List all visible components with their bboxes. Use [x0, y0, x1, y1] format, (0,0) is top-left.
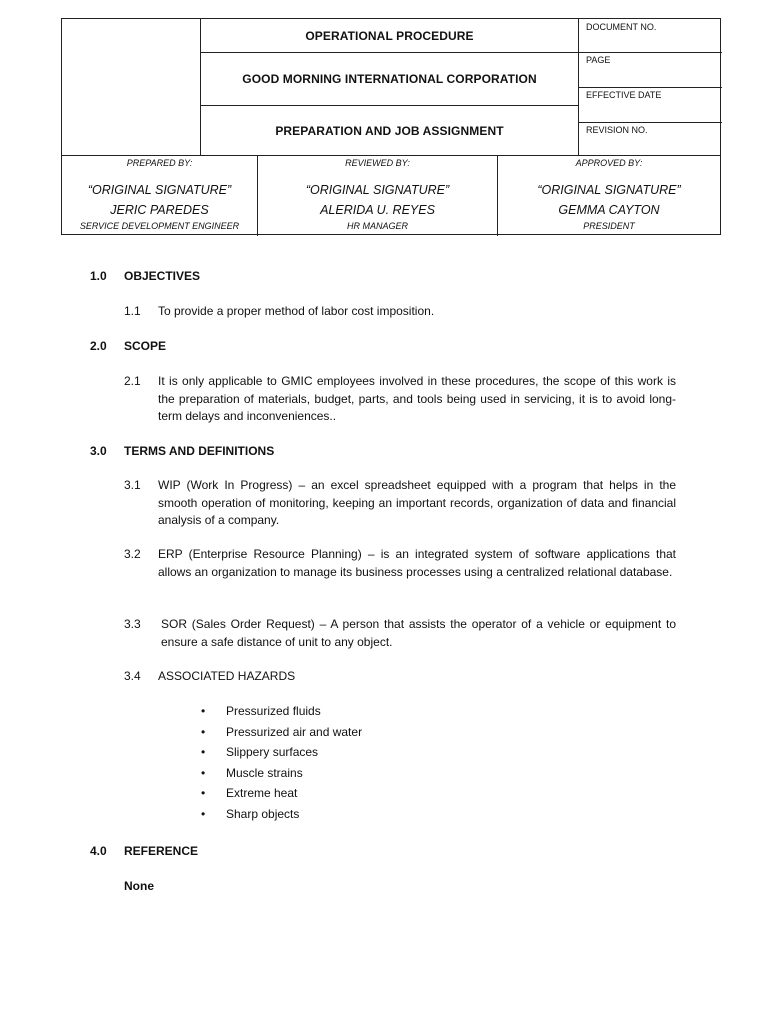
section-number: 3.0 [90, 444, 107, 458]
effective-date-label: EFFECTIVE DATE [586, 90, 662, 100]
item-text-hazards-heading: ASSOCIATED HAZARDS [158, 669, 296, 683]
reference-value: None [124, 879, 154, 893]
bullet-icon: • [201, 745, 206, 759]
hazard-item: Pressurized fluids [226, 704, 321, 718]
prepared-by-name: JERIC PAREDES [110, 203, 209, 217]
approved-by-name: GEMMA CAYTON [558, 203, 660, 217]
item-number: 1.1 [124, 304, 141, 318]
item-text: SOR (Sales Order Request) – A person that assists the operator of a vehicle or equipment to ensure a safe distance of unit to any object. [161, 617, 676, 649]
revision-no-label: REVISION NO. [586, 125, 648, 135]
section-title-reference: REFERENCE [124, 844, 199, 858]
page-label: PAGE [586, 55, 611, 65]
reviewed-by-name: ALERIDA U. REYES [320, 203, 435, 217]
reviewed-by-block [258, 156, 497, 236]
procedure-title: OPERATIONAL PROCEDURE [305, 28, 474, 43]
section-number: 2.0 [90, 339, 107, 353]
approved-by-signature: “ORIGINAL SIGNATURE” [537, 183, 681, 197]
company-name: GOOD MORNING INTERNATIONAL CORPORATION [242, 72, 537, 86]
section-title-scope: SCOPE [124, 339, 167, 353]
bullet-icon: • [201, 725, 206, 739]
bullet-icon: • [201, 704, 206, 718]
hazard-item: Sharp objects [226, 807, 300, 821]
approved-by-block [498, 156, 720, 236]
item-text: It is only applicable to GMIC employees involved in these procedures, the scope of this work is the preparation of materials, budget, parts, and tools being used in servicing, it is to avoid long-term delays and inconveniences.. [158, 374, 676, 423]
prepared-by-block [62, 156, 257, 236]
procedure-subject: PREPARATION AND JOB ASSIGNMENT [275, 123, 504, 138]
item-text: ERP (Enterprise Resource Planning) – is an integrated system of software applications that allows an organization to manage its business processes using a centralized relational database. [158, 547, 676, 579]
item-number: 3.1 [124, 478, 141, 492]
section-number: 1.0 [90, 269, 107, 283]
approved-by-label: APPROVED BY: [575, 158, 643, 168]
prepared-by-signature: “ORIGINAL SIGNATURE” [87, 183, 232, 197]
reviewed-by-signature: “ORIGINAL SIGNATURE” [305, 183, 450, 197]
hazard-item: Muscle strains [226, 766, 303, 780]
section-number: 4.0 [90, 844, 107, 858]
bullet-icon: • [201, 807, 206, 821]
item-number: 3.4 [124, 669, 141, 683]
reviewed-by-title: HR MANAGER [346, 221, 408, 231]
hazard-item: Slippery surfaces [226, 745, 319, 759]
bullet-icon: • [201, 786, 206, 800]
logo-area [62, 19, 200, 155]
hazard-item: Pressurized air and water [226, 725, 363, 739]
item-text: To provide a proper method of labor cost imposition. [158, 304, 435, 318]
prepared-by-title: SERVICE DEVELOPMENT ENGINEER [79, 221, 240, 231]
item-number: 2.1 [124, 374, 141, 388]
hazard-item: Extreme heat [226, 786, 298, 800]
document-header-table [61, 18, 721, 235]
approved-by-title: PRESIDENT [583, 221, 635, 231]
section-title-objectives: OBJECTIVES [124, 269, 201, 283]
document-no-label: DOCUMENT NO. [586, 22, 657, 32]
item-number: 3.2 [124, 547, 141, 561]
divider [578, 122, 722, 123]
bullet-icon: • [201, 766, 206, 780]
reviewed-by-label: REVIEWED BY: [345, 158, 410, 168]
section-title-terms: TERMS AND DEFINITIONS [124, 444, 275, 458]
divider [578, 52, 722, 53]
prepared-by-label: PREPARED BY: [126, 158, 193, 168]
divider [578, 87, 722, 88]
item-text: WIP (Work In Progress) – an excel spreadsheet equipped with a program that helps in the smooth operation of monitoring, keeping an important records, organization of data and financial analysis of a company. [158, 478, 676, 527]
item-number: 3.3 [124, 617, 141, 631]
